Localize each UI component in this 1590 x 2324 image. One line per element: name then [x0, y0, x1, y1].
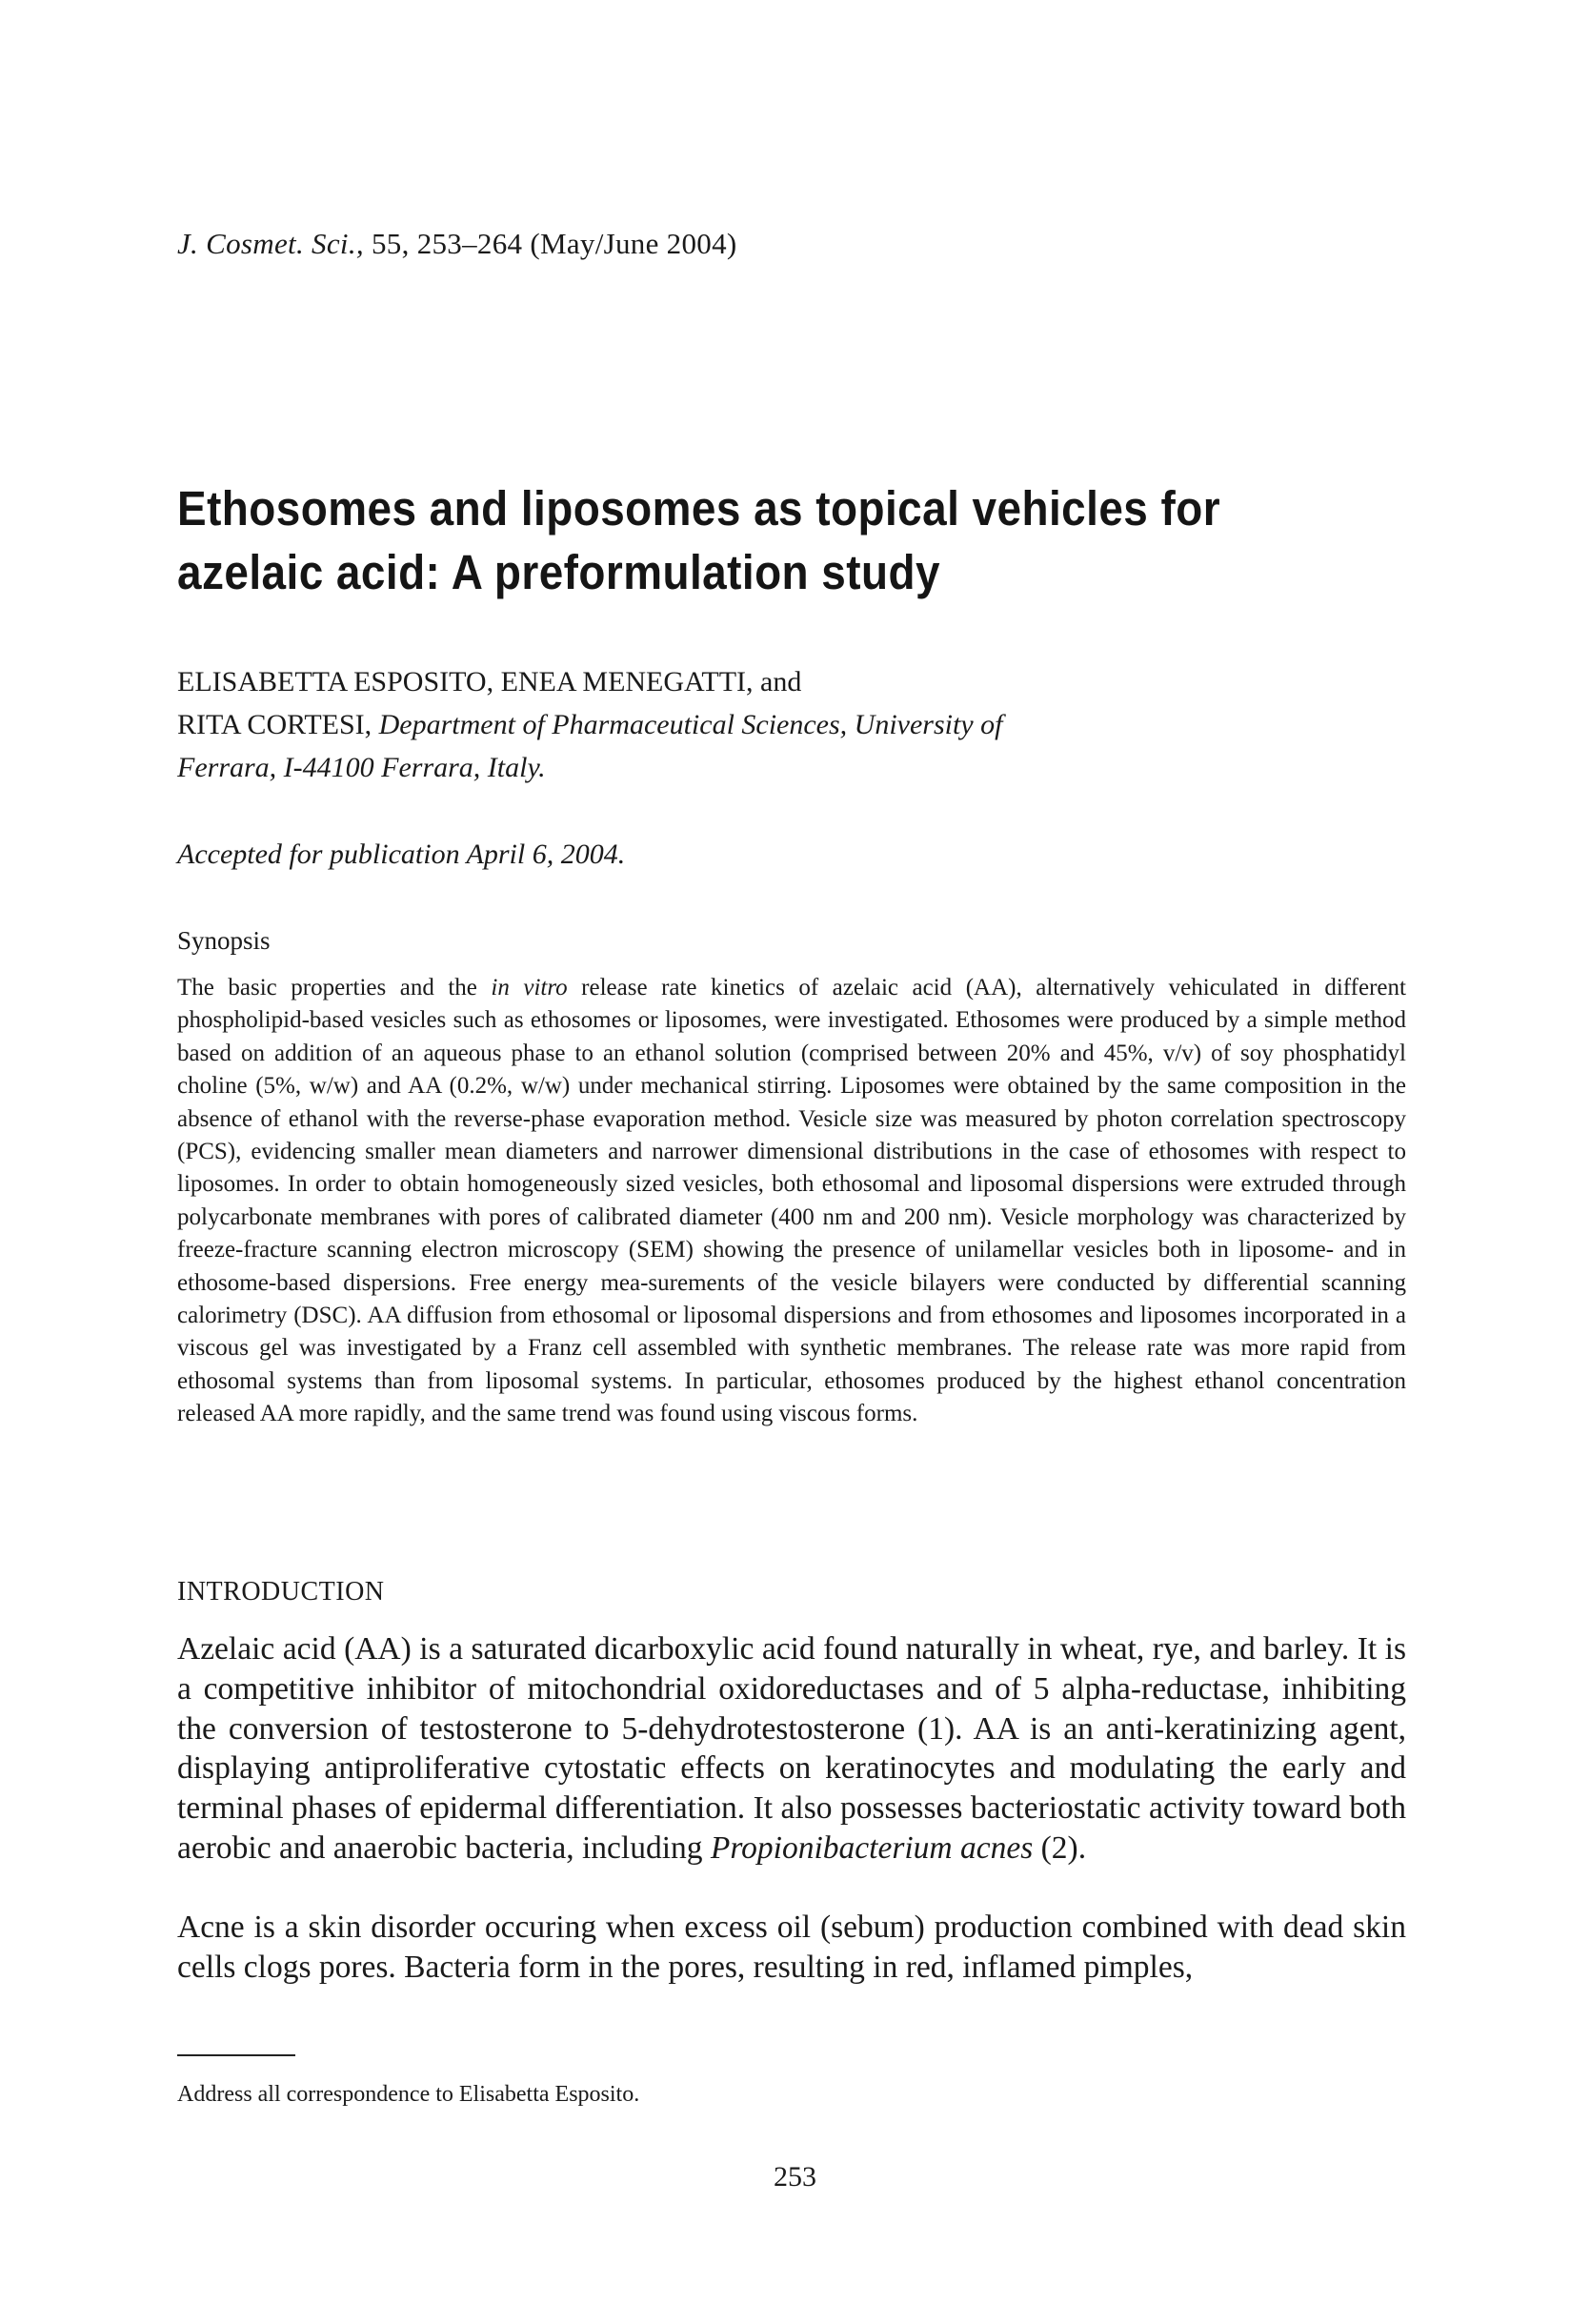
intro-p1-text: Azelaic acid (AA) is a saturated dicarboxylic acid found naturally in wheat, rye, and barley. It is a competitive inhibitor of mitochondrial oxidoreductases and of 5 alpha-reductase, inhibiting the conversion of testosterone to 5-dehydrotestosterone (1). AA is an anti-keratinizing agent, displaying antiproliferative cytostatic effects on keratinocytes and modulating the early and terminal phases of epidermal differentiation. It also possesses bacteriostatic activity toward both aerobic and anaerobic bacteria, including [177, 1631, 1406, 1866]
footnote-divider [177, 2054, 295, 2056]
intro-p1-species: Propionibacterium acnes [710, 1829, 1034, 1866]
synopsis-body [177, 972, 1406, 1431]
affiliation-location: Ferrara, I-44100 Ferrara, Italy. [177, 752, 546, 783]
page-number: 253 [774, 2161, 816, 2193]
synopsis-text-rest: release rate kinetics of azelaic acid (AA), alternatively vehiculated in different phospholipid-based vesicles such as ethosomes or liposomes, were investigated. Ethosomes were produced by a simple method based on addition of an aqueous phase to an ethanol solution (comprised between 20% and 45%, v/v) of soy phosphatidyl choline (5%, w/w) and AA (0.2%, w/w) under mechanical stirring. Liposomes were obtained by the same composition in the absence of ethanol with the reverse-phase evaporation method. Vesicle size was measured by photon correlation spectroscopy (PCS), evidencing smaller mean diameters and narrower dimensional distributions in the case of ethosomes with respect to liposomes. In order to obtain homogeneously sized vesicles, both ethosomal and liposomal dispersions were extruded through polycarbonate membranes with pores of calibrated diameter (400 nm and 200 nm). Vesicle morphology was characterized by freeze-fracture scanning electron microscopy (SEM) showing the presence of unilamellar vesicles both in liposome- and in ethosome-based dispersions. Free energy mea-surements of the vesicle bilayers were conducted by differential scanning calorimetry (DSC). AA diffusion from ethosomal or liposomal dispersions and from ethosomes and liposomes incorporated in a viscous gel was investigated by a Franz cell assembled with synthetic membranes. The release rate was more rapid from ethosomal systems than from liposomal systems. In particular, ethosomes produced by the highest ethanol concentration released AA more rapidly, and the same trend was found using viscous forms. [177, 975, 1406, 1427]
author-name: RITA CORTESI, [177, 709, 372, 740]
affiliation: Department of Pharmaceutical Sciences, University of [378, 709, 1003, 740]
journal-reference [177, 227, 737, 261]
synopsis-italic-term: in vitro [491, 975, 568, 1000]
synopsis-heading: Synopsis [177, 926, 271, 955]
title-line-2: azelaic acid: A preformulation study [177, 545, 940, 599]
acceptance-date: Accepted for publication April 6, 2004. [177, 839, 626, 870]
authors-line-2 [177, 703, 1002, 746]
authors-line-3 [177, 746, 1002, 789]
introduction-paragraph-2: Acne is a skin disorder occuring when excess oil (sebum) production combined with dead skin cells clogs pores. Bacteria form in the pores, resulting in red, inflamed pimples, [177, 1910, 1406, 1985]
correspondence-footnote: Address all correspondence to Elisabetta Esposito. [177, 2082, 640, 2107]
synopsis-text-start: The basic properties and the [177, 975, 492, 1000]
author-block [177, 660, 1002, 789]
title-line-1: Ethosomes and liposomes as topical vehicles for [177, 481, 1221, 536]
introduction-heading: INTRODUCTION [177, 1577, 385, 1607]
introduction-paragraph-1 [177, 1629, 1406, 1869]
intro-p1-end: (2). [1033, 1829, 1087, 1866]
article-title [177, 476, 1326, 604]
journal-details: 55, 253–264 (May/June 2004) [372, 227, 737, 260]
authors-line-1: ELISABETTA ESPOSITO, ENEA MENEGATTI, and [177, 666, 802, 697]
journal-name: J. Cosmet. Sci., [177, 227, 364, 260]
